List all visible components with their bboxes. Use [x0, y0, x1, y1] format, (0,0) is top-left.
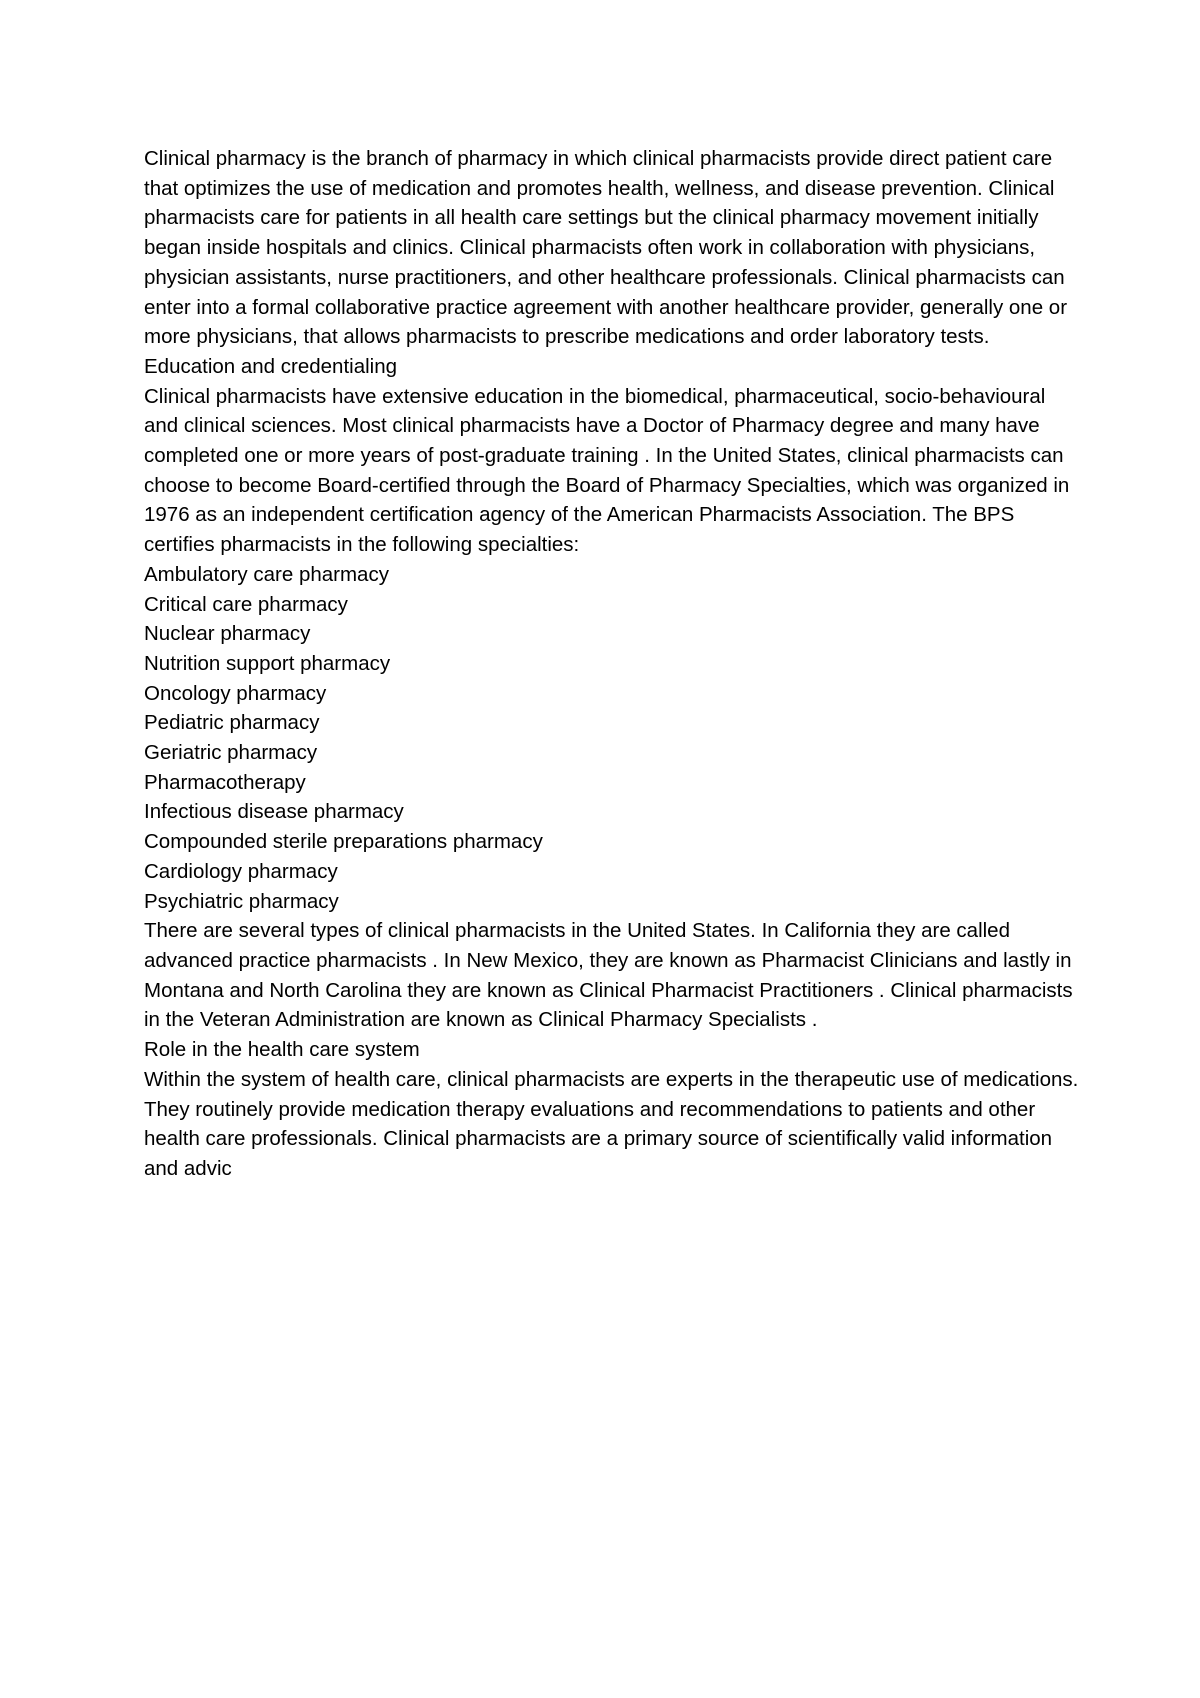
intro-paragraph: Clinical pharmacy is the branch of pharmacy in which clinical pharmacists provide direct patient care that optimizes the use of medication and promotes health, wellness, and disease prevention. Clinical pharmacists care for patients in all health care settings but the clinical pharmacy movement initially began inside hospitals and clinics. Clinical pharmacists often work in collaboration with physicians, physician assistants, nurse practitioners, and other healthcare professionals. Clinical pharmacists can enter into a formal collaborative practice agreement with another healthcare provider, generally one or more physicians, that allows pharmacists to prescribe medications and order laboratory tests. [144, 147, 1068, 349]
role-paragraph: Within the system of health care, clinical pharmacists are experts in the therapeutic use of medications. They routinely provide medication therapy evaluations and recommendations to patients and other health care professionals. Clinical pharmacists are a primary source of scientifically valid information and advic [144, 1067, 1079, 1180]
role-heading: Role in the health care system [144, 1038, 420, 1062]
document-body [144, 144, 1084, 1184]
list-item: Ambulatory care pharmacy [144, 562, 389, 586]
list-item: Compounded sterile preparations pharmacy [144, 830, 543, 854]
education-paragraph: Clinical pharmacists have extensive education in the biomedical, pharmaceutical, socio-behavioural and clinical sciences. Most clinical pharmacists have a Doctor of Pharmacy degree and many have completed one or more years of post-graduate training . In the United States, clinical pharmacists can choose to become Board-certified through the Board of Pharmacy Specialties, which was organized in 1976 as an independent certification agency of the American Pharmacists Association. The BPS certifies pharmacists in the following specialties: [144, 384, 1070, 557]
list-item: Psychiatric pharmacy [144, 889, 339, 913]
list-item: Nuclear pharmacy [144, 622, 311, 646]
list-item: Pediatric pharmacy [144, 711, 320, 735]
list-item: Geriatric pharmacy [144, 741, 318, 765]
list-item: Critical care pharmacy [144, 592, 348, 616]
list-item: Infectious disease pharmacy [144, 800, 404, 824]
list-item: Pharmacotherapy [144, 770, 306, 794]
list-item: Oncology pharmacy [144, 681, 327, 705]
specialties-list [144, 560, 1084, 916]
list-item: Cardiology pharmacy [144, 859, 338, 883]
list-item: Nutrition support pharmacy [144, 651, 391, 675]
types-paragraph: There are several types of clinical pharmacists in the United States. In California they are called advanced practice pharmacists . In New Mexico, they are known as Pharmacist Clinicians and lastly in Montana and North Carolina they are known as Clinical Pharmacist Practitioners . Clinical pharmacists in the Veteran Administration are known as Clinical Pharmacy Specialists . [144, 919, 1073, 1032]
education-heading: Education and credentialing [144, 354, 398, 378]
